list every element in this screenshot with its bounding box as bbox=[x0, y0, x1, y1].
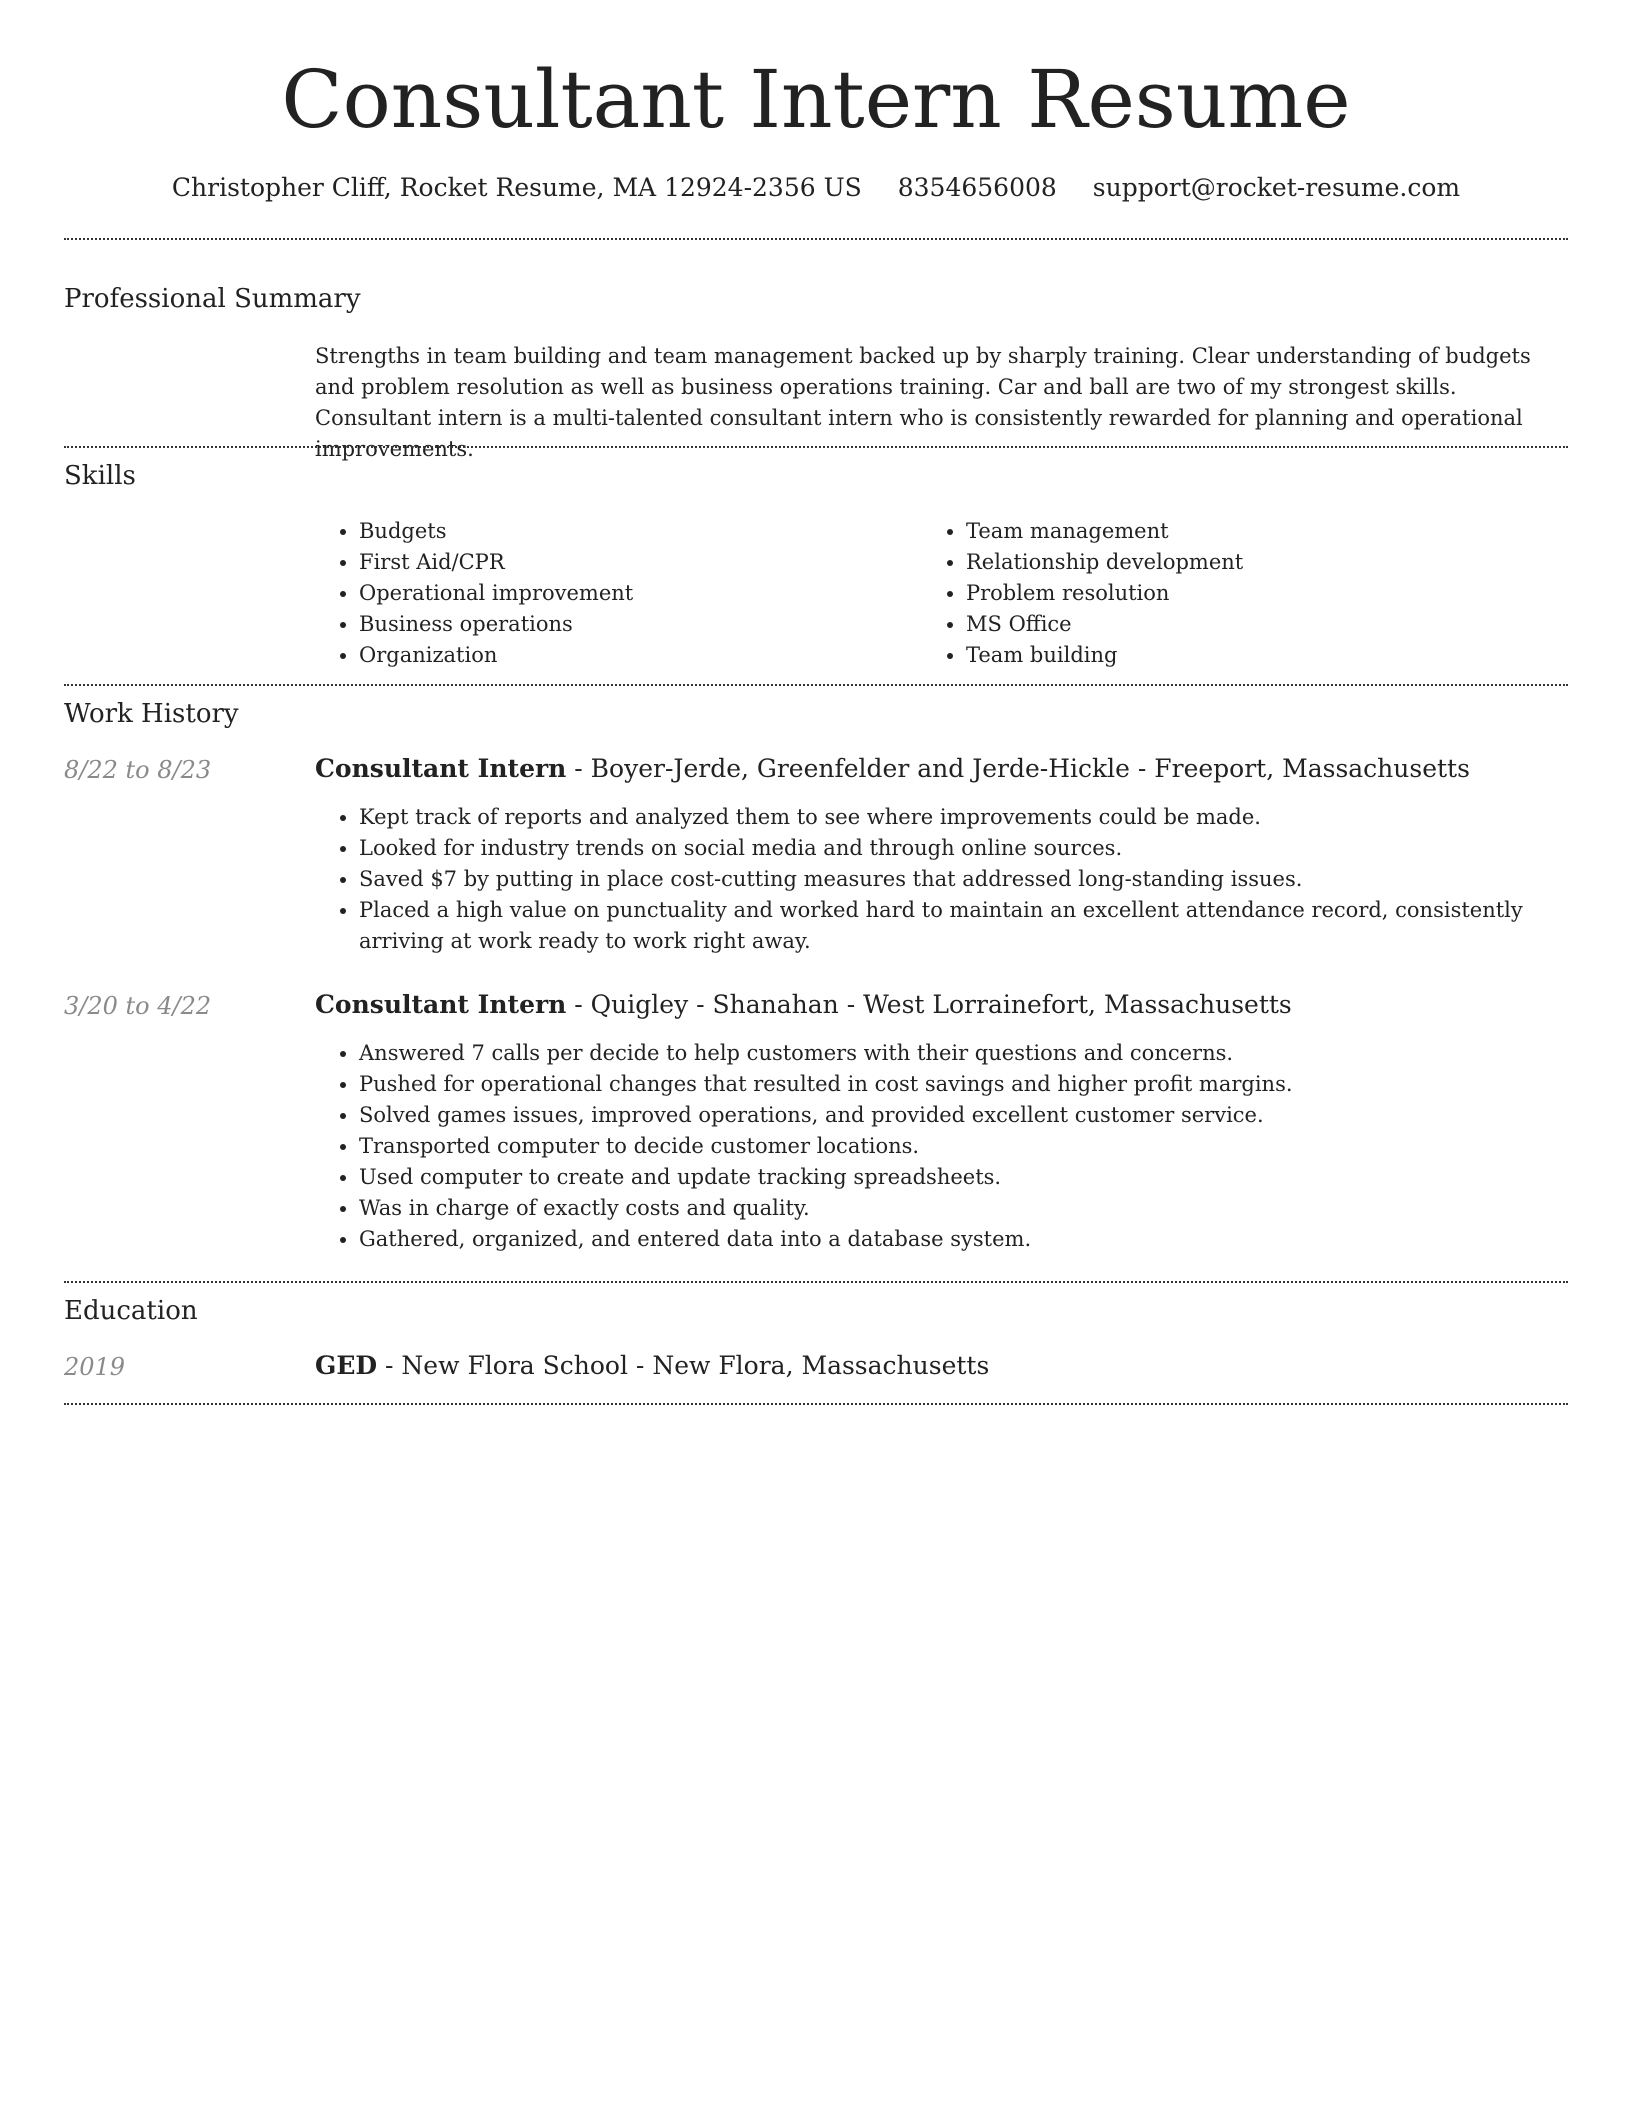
education-degree: GED bbox=[315, 1351, 378, 1380]
job-bullet: • Kept track of reports and analyzed them to see where improvements could be made. bbox=[359, 802, 1609, 833]
skill-item: • First Aid/CPR bbox=[359, 547, 633, 578]
job-dates: 3/20 to 4/22 bbox=[64, 992, 212, 1020]
skills-heading: Skills bbox=[64, 461, 136, 491]
education-entry bbox=[315, 1349, 989, 1383]
divider bbox=[64, 684, 1568, 686]
job-bullet: • Gathered, organized, and entered data into a database system. bbox=[359, 1224, 1609, 1255]
job-bullet: • Pushed for operational changes that resulted in cost savings and higher profit margins. bbox=[359, 1069, 1609, 1100]
skill-item: • Problem resolution bbox=[966, 578, 1243, 609]
contact-email: support@rocket-resume.com bbox=[1092, 173, 1461, 202]
skill-item: • MS Office bbox=[966, 609, 1243, 640]
job-bullet: • Saved $7 by putting in place cost-cutting measures that addressed long-standing issues. bbox=[359, 864, 1609, 895]
job-bullet: • Answered 7 calls per decide to help customers with their questions and concerns. bbox=[359, 1038, 1609, 1069]
job-bullets bbox=[315, 1038, 1609, 1255]
job-dates: 8/22 to 8/23 bbox=[64, 756, 212, 784]
divider bbox=[64, 1403, 1568, 1405]
education-heading: Education bbox=[64, 1296, 198, 1326]
skills-list-left bbox=[315, 516, 633, 671]
divider bbox=[64, 238, 1568, 240]
education-school: - New Flora School - New Flora, Massachusetts bbox=[377, 1351, 990, 1380]
job-bullets bbox=[315, 802, 1609, 957]
job-bullet: • Used computer to create and update tracking spreadsheets. bbox=[359, 1162, 1609, 1193]
work-heading: Work History bbox=[64, 699, 239, 729]
summary-heading: Professional Summary bbox=[64, 284, 361, 314]
job-title bbox=[315, 752, 1470, 786]
skill-item: • Organization bbox=[359, 640, 633, 671]
job-title bbox=[315, 988, 1292, 1022]
skill-item: • Team building bbox=[966, 640, 1243, 671]
skill-item: • Budgets bbox=[359, 516, 633, 547]
divider bbox=[64, 1281, 1568, 1283]
contact-phone: 8354656008 bbox=[897, 173, 1057, 202]
job-employer: - Boyer-Jerde, Greenfelder and Jerde-Hickle - Freeport, Massachusetts bbox=[566, 754, 1470, 783]
contact-address: Christopher Cliff, Rocket Resume, MA 12924-2356 US bbox=[171, 173, 862, 202]
job-employer: - Quigley - Shanahan - West Lorrainefort, Massachusetts bbox=[566, 990, 1292, 1019]
skill-item: • Team management bbox=[966, 516, 1243, 547]
job-bullet: • Solved games issues, improved operations, and provided excellent customer service. bbox=[359, 1100, 1609, 1131]
job-role: Consultant Intern bbox=[315, 754, 567, 783]
job-bullet: • Placed a high value on punctuality and worked hard to maintain an excellent attendance record, consistently arriving at work ready to work right away. bbox=[359, 895, 1609, 957]
job-bullet: • Looked for industry trends on social media and through online sources. bbox=[359, 833, 1609, 864]
skill-item: • Operational improvement bbox=[359, 578, 633, 609]
divider bbox=[64, 446, 1568, 448]
job-bullet: • Transported computer to decide customer locations. bbox=[359, 1131, 1609, 1162]
skill-item: • Relationship development bbox=[966, 547, 1243, 578]
summary-text: Strengths in team building and team management backed up by sharply training. Clear understanding of budgets and problem resolution as well as business operations training. Car and ball are two of my strongest skills. Consultant intern is a multi-talented consultant intern who is consistently rewarded for planning and operational improvements. bbox=[315, 344, 1531, 461]
job-bullet: • Was in charge of exactly costs and quality. bbox=[359, 1193, 1609, 1224]
resume-title: Consultant Intern Resume bbox=[281, 53, 1351, 146]
education-year: 2019 bbox=[64, 1353, 126, 1381]
contact-line bbox=[0, 170, 1632, 206]
skill-item: • Business operations bbox=[359, 609, 633, 640]
skills-list-right bbox=[922, 516, 1243, 671]
job-role: Consultant Intern bbox=[315, 990, 567, 1019]
